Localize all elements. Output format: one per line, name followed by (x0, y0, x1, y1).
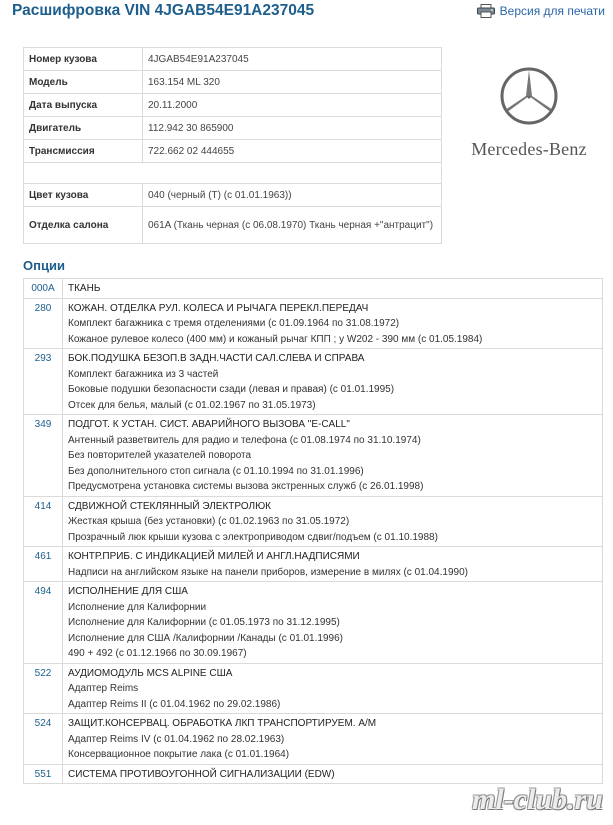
info-value: 040 (черный (Т) (с 01.01.1963)) (143, 184, 442, 207)
option-detail: Комплект багажника из 3 частей (68, 368, 219, 380)
option-code[interactable]: 000A (24, 279, 63, 299)
info-label: Номер кузова (24, 48, 143, 71)
option-row (24, 415, 603, 497)
option-detail: Исполнение для Калифорнии (с 01.05.1973 по 31.12.1995) (68, 617, 340, 628)
print-version-link[interactable] (477, 4, 605, 18)
info-label: Отделка салона (24, 207, 143, 244)
option-detail: Надписи на английском языке на панели приборов, измерение в милях (с 01.04.1990) (68, 566, 468, 578)
option-name: ТКАНЬ (68, 283, 101, 294)
info-spacer (24, 163, 442, 184)
option-code[interactable]: 494 (24, 582, 63, 664)
option-code[interactable]: 522 (24, 663, 63, 714)
print-version-label[interactable]: Версия для печати (499, 4, 605, 18)
info-label: Дата выпуска (24, 94, 143, 117)
info-row (24, 117, 442, 140)
option-row (24, 714, 603, 765)
brand-name: Mercedes-Benz (471, 139, 587, 159)
info-value: 20.11.2000 (143, 94, 442, 117)
option-detail: Исполнение для США /Калифорнии /Канады (с 01.01.1996) (68, 632, 343, 644)
option-detail: Кожаное рулевое колесо (400 мм) и кожаный рычаг КПП ; у W202 - 390 мм (с 01.05.1984) (68, 333, 483, 345)
info-row (24, 71, 442, 94)
option-name: КОНТР.ПРИБ. С ИНДИКАЦИЕЙ МИЛЕЙ И АНГЛ.НАДПИСЯМИ (68, 551, 360, 562)
info-label: Модель (24, 71, 143, 94)
option-code[interactable]: 280 (24, 298, 63, 349)
option-row (24, 496, 603, 547)
info-label: Двигатель (24, 117, 143, 140)
option-detail: Адаптер Reims (68, 683, 139, 694)
options-table (23, 278, 603, 784)
info-value: 112.942 30 865900 (143, 117, 442, 140)
option-description (63, 496, 603, 547)
option-detail: Адаптер Reims II (с 01.04.1962 по 29.02.1986) (68, 698, 281, 710)
option-row (24, 298, 603, 349)
option-description (63, 298, 603, 349)
info-label: Цвет кузова (24, 184, 143, 207)
brand-logo (450, 66, 608, 160)
option-row (24, 547, 603, 582)
option-detail: Адаптер Reims IV (с 01.04.1962 по 28.02.1963) (68, 733, 285, 745)
info-row (24, 94, 442, 117)
option-detail: Без повторителей указателей поворота (68, 450, 252, 461)
page-title: Расшифровка VIN 4JGAB54E91A237045 (12, 2, 315, 19)
option-description (63, 582, 603, 664)
info-value: 163.154 ML 320 (143, 71, 442, 94)
option-name: ИСПОЛНЕНИЕ ДЛЯ США (68, 586, 188, 597)
option-row (24, 349, 603, 415)
option-code[interactable]: 414 (24, 496, 63, 547)
option-code[interactable]: 461 (24, 547, 63, 582)
info-value: 061A (Ткань черная (с 06.08.1970) Ткань черная +"антрацит") (143, 207, 442, 244)
option-code[interactable]: 551 (24, 764, 63, 784)
info-row (24, 140, 442, 163)
option-description (63, 547, 603, 582)
option-detail: Исполнение для Калифорнии (68, 601, 207, 613)
printer-icon (477, 4, 495, 18)
option-row (24, 582, 603, 664)
option-code[interactable]: 293 (24, 349, 63, 415)
mercedes-star-icon (499, 66, 559, 126)
option-description (63, 663, 603, 714)
option-name: ЗАЩИТ.КОНСЕРВАЦ. ОБРАБОТКА ЛКП ТРАНСПОРТИРУЕМ. А/М (68, 718, 377, 729)
options-title: Опции (23, 258, 65, 273)
option-detail: Предусмотрена установка системы вызова экстренных служб (с 26.01.1998) (68, 481, 424, 492)
option-detail: Антенный разветвитель для радио и телефона (с 01.08.1974 по 31.10.1974) (68, 434, 421, 446)
option-name: АУДИОМОДУЛЬ MCS ALPINE США (68, 667, 233, 679)
info-row (24, 48, 442, 71)
option-detail: Жесткая крыша (без установки) (с 01.02.1963 по 31.05.1972) (68, 516, 350, 527)
watermark: ml-club.ru (472, 783, 603, 816)
info-spacer-row (24, 163, 442, 184)
info-value: 4JGAB54E91A237045 (143, 48, 442, 71)
option-description (63, 415, 603, 497)
option-row (24, 663, 603, 714)
option-description (63, 714, 603, 765)
info-label: Трансмиссия (24, 140, 143, 163)
option-description (63, 279, 603, 299)
info-row (24, 184, 442, 207)
option-row (24, 764, 603, 784)
option-detail: Без дополнительного стоп сигнала (с 01.10.1994 по 31.01.1996) (68, 465, 364, 477)
option-code[interactable]: 524 (24, 714, 63, 765)
option-name: СИСТЕМА ПРОТИВОУГОННОЙ СИГНАЛИЗАЦИИ (EDW) (68, 768, 335, 780)
option-name: КОЖАН. ОТДЕЛКА РУЛ. КОЛЕСА И РЫЧАГА ПЕРЕКЛ.ПЕРЕДАЧ (68, 302, 369, 314)
option-detail: 490 + 492 (с 01.12.1966 по 30.09.1967) (68, 648, 247, 659)
info-value: 722.662 02 444655 (143, 140, 442, 163)
option-description (63, 349, 603, 415)
option-name: ПОДГОТ. К УСТАН. СИСТ. АВАРИЙНОГО ВЫЗОВА "E-CALL" (68, 419, 350, 430)
info-row (24, 207, 442, 244)
option-code[interactable]: 349 (24, 415, 63, 497)
option-row (24, 279, 603, 299)
option-detail: Отсек для белья, малый (с 01.02.1967 по 31.05.1973) (68, 399, 316, 411)
option-detail: Боковые подушки безопасности сзади (левая и правая) (с 01.01.1995) (68, 384, 395, 395)
option-name: БОК.ПОДУШКА БЕЗОП.В ЗАДН.ЧАСТИ САЛ.СЛЕВА И СПРАВА (68, 353, 365, 364)
option-detail: Комплект багажника с тремя отделениями (с 01.09.1964 по 31.08.1972) (68, 318, 400, 329)
vehicle-info-table (23, 47, 442, 244)
option-detail: Консервационное покрытие лака (с 01.01.1964) (68, 749, 290, 760)
option-detail: Прозрачный люк крыши кузова с электроприводом сдвиг/подъем (с 01.10.1988) (68, 531, 438, 543)
option-description (63, 764, 603, 784)
option-name: СДВИЖНОЙ СТЕКЛЯННЫЙ ЭЛЕКТРОЛЮК (68, 500, 271, 512)
